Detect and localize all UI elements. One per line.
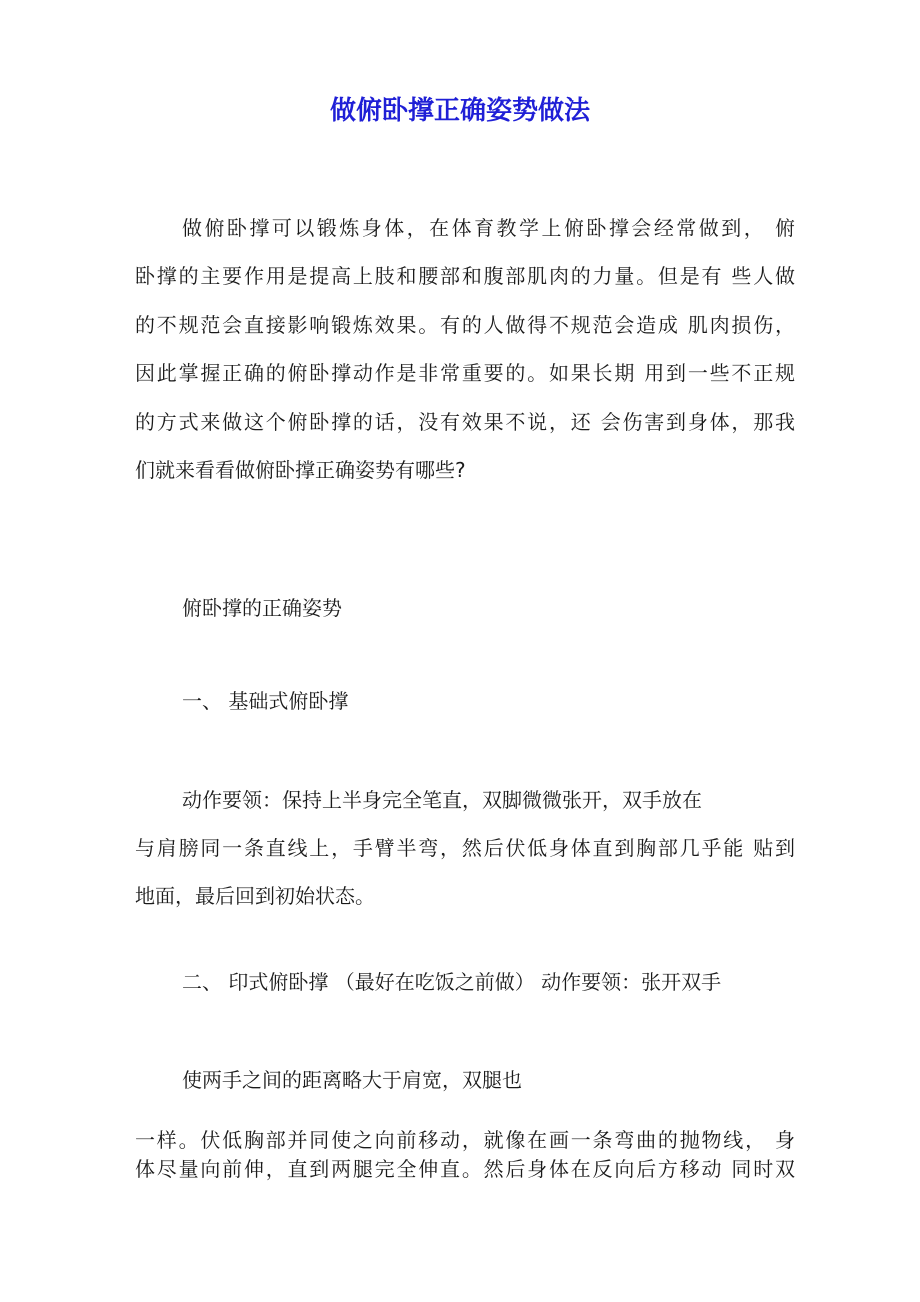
item2-line: 一样。伏低胸部并同使之向前移动，就像在画一条弯曲的抛物线， 身 (135, 1128, 795, 1152)
intro-line: 卧撑的主要作用是提高上肢和腰部和腹部肌肉的力量。但是有 些人做 (135, 264, 795, 288)
item2-heading: 二、 印式俯卧撑 （最好在吃饭之前做） 动作要领：张开双手 (182, 970, 722, 994)
item1-heading: 一、 基础式俯卧撑 (182, 689, 349, 713)
item2-line: 使两手之间的距离略大于肩宽，双腿也 (182, 1068, 522, 1092)
item2-line: 体尽量向前伸，直到两腿完全伸直。然后身体在反向后方移动 同时双 (135, 1157, 795, 1181)
intro-line: 因此掌握正确的俯卧撑动作是非常重要的。如果长期 用到一些不正规 (135, 361, 795, 385)
item1-line: 地面，最后回到初始状态。 (135, 884, 375, 908)
item1-line: 与肩膀同一条直线上，手臂半弯，然后伏低身体直到胸部几乎能 贴到 (135, 836, 795, 860)
intro-line: 们就来看看做俯卧撑正确姿势有哪些? (135, 458, 466, 482)
item1-line: 动作要领：保持上半身完全笔直，双脚微微张开，双手放在 (182, 788, 702, 812)
intro-line: 的方式来做这个俯卧撑的话，没有效果不说，还 会伤害到身体，那我 (135, 410, 795, 434)
intro-line: 的不规范会直接影响锻炼效果。有的人做得不规范会造成 肌肉损伤， (135, 313, 795, 337)
section-heading: 俯卧撑的正确姿势 (182, 596, 342, 620)
page-title: 做俯卧撑正确姿势做法 (329, 96, 590, 126)
intro-line: 做俯卧撑可以锻炼身体，在体育教学上俯卧撑会经常做到， 俯 (182, 216, 795, 240)
